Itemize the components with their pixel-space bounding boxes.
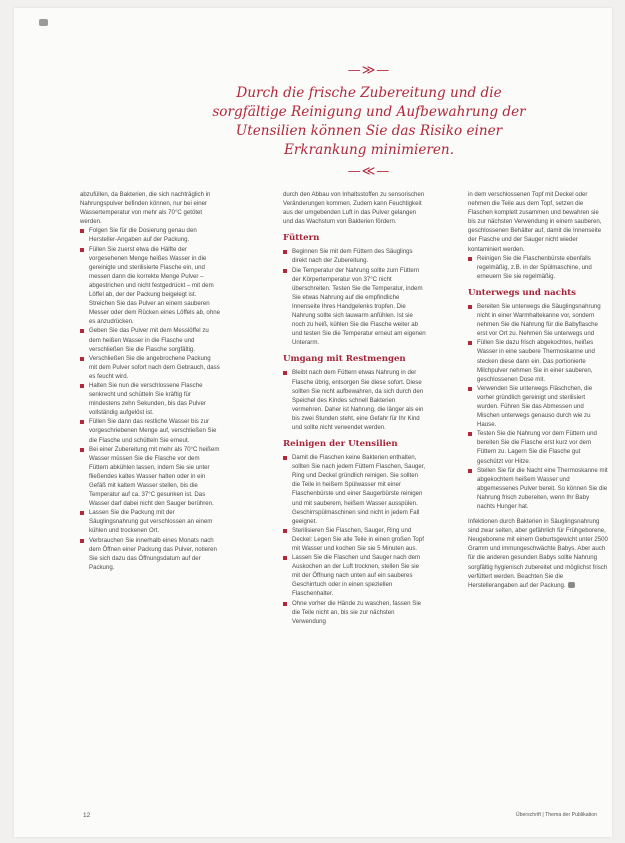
section-heading-fuettern: Füttern	[283, 233, 320, 244]
column-3	[468, 190, 608, 590]
scan-mark	[39, 19, 48, 26]
list-item: Halten Sie nun die verschlossene Flasche senkrecht und schütteln Sie kräftig für mindestens zehn Sekunden, bis das Pulver vollständig aufgelöst ist.	[80, 381, 220, 417]
running-footer: Überschrift | Thema der Publikation	[515, 812, 597, 818]
pull-quote-text: Durch die frische Zubereitung und die sorgfältige Reinigung und Aufbewahrung der Utensilien können Sie das Risiko einer Erkrankung minimieren.	[212, 85, 526, 158]
list-item: Verwenden Sie unterwegs Fläschchen, die vorher gründlich gereinigt und sterilisiert wurden. Führen Sie das Abmessen und Mischen unterwegs genauso durch wie zu Hause.	[468, 384, 608, 429]
list-item: Sterilisieren Sie Flaschen, Sauger, Ring und Deckel: Legen Sie alle Teile in einen großen Topf mit Wasser und kochen Sie sie 5 Minuten aus.	[283, 526, 426, 553]
list-item: Verbrauchen Sie innerhalb eines Monats nach dem Öffnen einer Packung das Pulver, notieren Sie sich dazu das Öffnungsdatum auf der Packung.	[80, 536, 220, 572]
column-3-list-a	[468, 254, 608, 281]
section-unterwegs-list	[468, 302, 608, 511]
pull-quote	[209, 63, 529, 179]
list-item: Reinigen Sie die Flaschenbürste ebenfalls regelmäßig, z.B. in der Spülmaschine, und erneuern Sie sie regelmäßig.	[468, 254, 608, 281]
list-item: Folgen Sie für die Dosierung genau den Hersteller-Angaben auf der Packung.	[80, 226, 220, 244]
list-item: Bleibt nach dem Füttern etwas Nahrung in der Flasche übrig, entsorgen Sie diese sofort. Diese sollten Sie nicht aufbewahren, da sich durch den Speichel des Kindes schnell Bakterien vermehren. Daher ist Nahrung, die länger als ein bis zwei Stunden steht, eine Gefahr für Ihr Kind und sollte nicht verwendet werden.	[283, 368, 426, 432]
ornament-bottom: —≪—	[347, 164, 391, 179]
list-item: Beginnen Sie mit dem Füttern des Säuglings direkt nach der Zubereitung.	[283, 247, 426, 265]
page-number: 12	[83, 812, 91, 819]
list-item: Damit die Flaschen keine Bakterien enthalten, sollten Sie nach jedem Füttern Flaschen, Sauger, Ring und Deckel gründlich reinigen. Sie sollten die Teile in heißem Spülwasser mit einer Flaschenbürste und einer Saugerbürste reinigen und mit sauberem, heißem Wasser ausspülen. Geschirrspülmaschinen sind nicht in jedem Fall geeignet.	[283, 453, 426, 526]
list-item: Verschließen Sie die angebrochene Packung mit dem Pulver sofort nach dem Gebrauch, dass es feucht wird.	[80, 354, 220, 381]
list-item: Bereiten Sie unterwegs die Säuglingsnahrung nicht in einer Warmhaltekanne vor, sondern nehmen Sie die Nahrung für die Babyflasche erst vor Ort zu. Nehmen Sie unterwegs und	[468, 302, 608, 338]
column-1-intro: abzufüllen, da Bakterien, die sich nachträglich in Nahrungspulver befinden können, nur bei einer Wassertemperatur von mehr als 70°C getötet werden.	[80, 191, 211, 226]
closing-paragraph	[468, 517, 608, 590]
list-item: Die Temperatur der Nahrung sollte zum Füttern der Körpertemperatur von 37°C nicht überschreiten. Testen Sie die Temperatur, indem Sie etwas Nahrung auf die empfindliche Innenseite Ihres Handgelenks tropfen. Die Nahrung sollte sich lauwarm anfühlen. Ist sie noch zu heiß, kühlen Sie die Flasche weiter ab und testen Sie die Temperatur erneut am eigenen Unterarm.	[283, 266, 426, 348]
section-heading-reinigen: Reinigen der Utensilien	[283, 439, 398, 450]
column-2-intro: durch den Abbau von Inhaltsstoffen zu sensorischen Veränderungen kommen. Zudem kann Feuchtigkeit aus der umgebenden Luft in das Pulver gelangen und das Wachstum von Bakterien fördern.	[283, 191, 425, 226]
list-item: Füllen Sie dazu frisch abgekochtes, heißes Wasser in eine saubere Thermoskanne und stecken diese dann ein. Das portionierte Milchpulver nehmen Sie in einer sauberen, geschlossenen Dose mit.	[468, 338, 608, 383]
list-item: Stellen Sie für die Nacht eine Thermoskanne mit abgekochtem heißem Wasser und abgemessenes Pulver bereit. So können Sie die Nahrung frisch zubereiten, wenn Ihr Baby nachts Hunger hat.	[468, 466, 608, 511]
list-item: Füllen Sie zuerst etwa die Hälfte der vorgesehenen Menge heißes Wasser in die gereinigte und sterilisierte Flasche ein, und messen dann die korrekte Menge Pulver – abgestrichen und nicht festgedrückt – mit dem Löffel ab, der der Packung beigelegt ist. Streichen Sie das Pulver an einem sauberen Messer oder dem Rücken eines Löffels ab, ohne es anzudrücken.	[80, 245, 220, 327]
end-of-article-icon	[568, 582, 575, 588]
list-item: Testen Sie die Nahrung vor dem Füttern und bereiten Sie die Flasche erst kurz vor dem Füttern zu. Lagern Sie die Flasche gut geschützt vor Hitze.	[468, 429, 608, 465]
section-heading-restmengen: Umgang mit Restmengen	[283, 354, 406, 365]
list-item: Bei einer Zubereitung mit mehr als 70°C heißem Wasser müssen Sie die Flasche vor dem Füttern abkühlen lassen, indem Sie sie unter fließendes kaltes Wasser halten oder in ein Gefäß mit kaltem Wasser stellen, bis die Temperatur auf ca. 37°C gesunken ist. Das Wasser darf dabei nicht den Sauger berühren.	[80, 445, 220, 509]
closing-text: Infektionen durch Bakterien in Säuglingsnahrung sind zwar selten, aber gefährlich für Frühgeborene, Neugeborene mit einem Geburtsgewicht unter 2500 Gramm und immungeschwächte Babys. Aber auch für die anderen gesunden Babys sollte Nahrung sorgfältig hygienisch zubereitet und möglichst frisch verfüttert werden. Beachten Sie die Herstellerangaben auf der Packung.	[468, 518, 608, 589]
section-heading-unterwegs: Unterwegs und nachts	[468, 287, 577, 298]
list-item: Füllen Sie dann das restliche Wasser bis zur vorgeschriebenen Menge auf, verschließen Sie die Flasche und schütteln Sie erneut.	[80, 417, 220, 444]
section-fuettern-list	[283, 247, 426, 347]
list-item: Geben Sie das Pulver mit dem Messlöffel zu dem heißen Wasser in die Flasche und verschließen Sie die Flasche sorgfältig.	[80, 326, 220, 353]
section-restmengen-list	[283, 368, 426, 432]
list-item: Lassen Sie die Packung mit der Säuglingsnahrung gut verschlossen an einem kühlen und trockenen Ort.	[80, 508, 220, 535]
list-item: Lassen Sie die Flaschen und Sauger nach dem Auskochen an der Luft trocknen, stellen Sie sie mit der Öffnung nach unten auf ein sauberes Geschirrtuch oder in einen speziellen Flaschenhalter.	[283, 553, 426, 598]
section-reinigen-list	[283, 453, 426, 626]
column-3-intro: in dem verschlossenen Topf mit Deckel oder nehmen die Teile aus dem Topf, setzen die Flaschen komplett zusammen und bewahren sie bis zur nächsten Verwendung in einem sauberen, geschlossenen Behälter auf, damit die Innenseite der Flasche und der Sauger nicht wieder kontaminiert werden.	[468, 191, 602, 253]
list-item: Ohne vorher die Hände zu waschen, fassen Sie die Teile nicht an, bis sie zur nächsten Verwendung	[283, 599, 426, 626]
column-1-list	[80, 226, 220, 572]
ornament-top: —≫—	[347, 63, 391, 78]
column-2	[283, 190, 426, 626]
column-1	[80, 190, 220, 572]
